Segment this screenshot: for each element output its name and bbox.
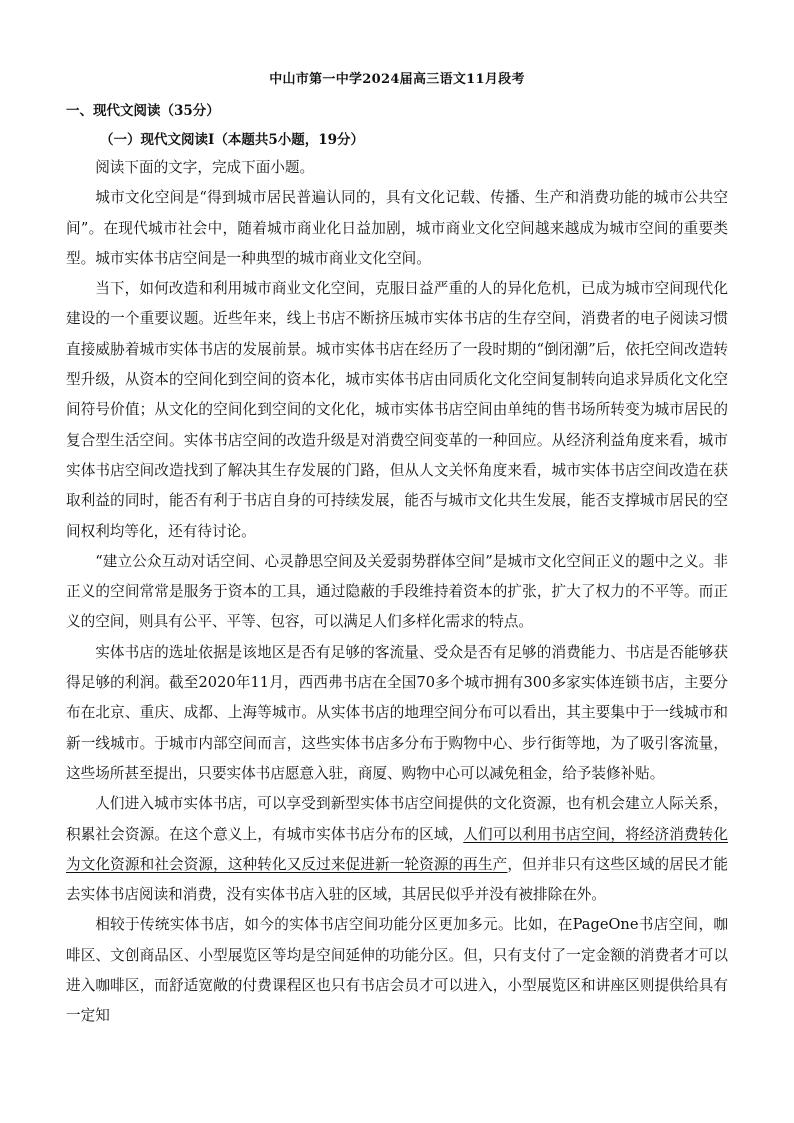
- paragraph: 当下，如何改造和利用城市商业文化空间，克服日益严重的人的异化危机，已成为城市空间现代化建设的一个重要议题。近些年来，线上书店不断挤压城市实体书店的生存空间，消费者的电子阅读习惯直接威胁着城市实体书店的发展前景。城市实体书店在经历了一段时期的“倒闭潮”后，依托空间改造转型升级，从资本的空间化到空间的资本化，城市实体书店由同质化文化空间复制转向追求异质化文化空间符号价值；从文化的空间化到空间的文化化，城市实体书店空间由单纯的售书场所转变为城市居民的复合型生活空间。实体书店空间的改造升级是对消费空间变革的一种回应。从经济利益角度来看，城市实体书店空间改造找到了解决其生存发展的门路，但从人文关怀角度来看，城市实体书店空间改造在获取利益的同时，能否有利于书店自身的可持续发展，能否与城市文化共生发展，能否支撑城市居民的空间权利均等化，还有待讨论。: [66, 280, 728, 540]
- paragraph-text: ，但并非只有这些区域的居民才能去实体书店阅读和消费，没有实体书店入驻的区域，其居民似乎并没有被排除在外。: [66, 855, 728, 904]
- section-heading: 一、现代文阅读（35分）: [66, 103, 220, 119]
- paragraph-instruction: 阅读下面的文字，完成下面小题。: [95, 159, 315, 176]
- paragraph-text: 人们进入城市实体书店，可以享受到新型实体书店空间提供的文化资源，也有机会建立人际关系，积累社会资源。在这个意义上，有城市实体书店分布的区域，: [66, 795, 728, 843]
- page-title: 中山市第一中学2024届高三语文11月段考: [269, 72, 525, 87]
- underlined-sentence: 人们可以利用书店空间，将经济消费转化为文化资源和社会资源，这种转化又反过来促进新一轮资源的再生产: [66, 825, 728, 873]
- paragraph-with-underline: [66, 789, 728, 910]
- reading-passage: [66, 153, 728, 1032]
- paragraph: 相较于传统实体书店，如今的实体书店空间功能分区更加多元。比如，在PageOne书店空间，咖啡区、文创商品区、小型展览区等均是空间延伸的功能分区。但，只有支付了一定金额的消费者才可以进入咖啡区，而舒适宽敞的付费课程区也只有书店会员才可以进入，小型展览区和讲座区则提供给具有一定知: [66, 916, 728, 1025]
- paragraph: 实体书店的选址依据是该地区是否有足够的客流量、受众是否有足够的消费能力、书店是否能够获得足够的利润。截至2020年11月，西西弗书店在全国70多个城市拥有300多家实体连锁书店，主要分布在北京、重庆、成都、上海等城市。从实体书店的地理空间分布可以看出，其主要集中于一线城市和新一线城市。于城市内部空间而言，这些实体书店多分布于购物中心、步行街等地，为了吸引客流量，这些场所甚至提出，只要实体书店愿意入驻，商厦、购物中心可以减免租金，给予装修补贴。: [66, 643, 728, 782]
- paragraph: 城市文化空间是“得到城市居民普遍认同的，具有文化记载、传播、生产和消费功能的城市公共空间”。在现代城市社会中，随着城市商业化日益加剧，城市商业文化空间越来越成为城市空间的重要类型。城市实体书店空间是一种典型的城市商业文化空间。: [66, 189, 728, 267]
- sub-heading: （一）现代文阅读Ⅰ（本题共5小题，19分）: [100, 132, 364, 148]
- paragraph: “建立公众互动对话空间、心灵静思空间及关爱弱势群体空间”是城市文化空间正义的题中之义。非正义的空间常常是服务于资本的工具，通过隐蔽的手段维持着资本的扩张，扩大了权力的不平等。而正义的空间，则具有公平、平等、包容，可以满足人们多样化需求的特点。: [66, 552, 728, 631]
